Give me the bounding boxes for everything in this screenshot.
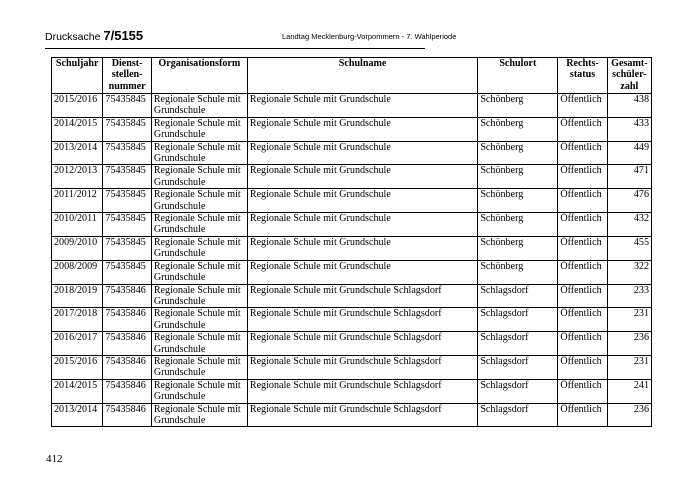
cell-organisationsform: Regionale Schule mit Grundschule [151,308,247,332]
cell-dienststellennummer: 75435845 [103,213,151,237]
page-number: 412 [46,453,63,465]
cell-schuljahr: 2017/2018 [52,308,103,332]
cell-schulname: Regionale Schule mit Grundschule Schlagsdorf [247,403,477,427]
cell-schuljahr: 2015/2016 [52,94,103,118]
cell-rechtsstatus: Öffentlich [558,94,607,118]
cell-rechtsstatus: Öffentlich [558,165,607,189]
cell-schuljahr: 2018/2019 [52,284,103,308]
cell-gesamtschuelerzahl: 438 [607,94,651,118]
cell-organisationsform: Regionale Schule mit Grundschule [151,165,247,189]
table-row [52,141,652,165]
cell-schulname: Regionale Schule mit Grundschule [247,94,477,118]
cell-schulort: Schlagsdorf [478,355,558,379]
table-row [52,236,652,260]
cell-schuljahr: 2015/2016 [52,355,103,379]
cell-schulort: Schlagsdorf [478,284,558,308]
table-header-row [52,58,652,94]
cell-rechtsstatus: Öffentlich [558,403,607,427]
cell-schulname: Regionale Schule mit Grundschule Schlagsdorf [247,284,477,308]
table-row [52,284,652,308]
cell-schuljahr: 2014/2015 [52,117,103,141]
cell-schulname: Regionale Schule mit Grundschule Schlagsdorf [247,332,477,356]
cell-organisationsform: Regionale Schule mit Grundschule [151,403,247,427]
table-row [52,332,652,356]
cell-organisationsform: Regionale Schule mit Grundschule [151,117,247,141]
cell-schuljahr: 2009/2010 [52,236,103,260]
cell-schulname: Regionale Schule mit Grundschule [247,260,477,284]
cell-gesamtschuelerzahl: 476 [607,189,651,213]
cell-dienststellennummer: 75435846 [103,403,151,427]
cell-gesamtschuelerzahl: 433 [607,117,651,141]
cell-gesamtschuelerzahl: 322 [607,260,651,284]
cell-dienststellennummer: 75435846 [103,332,151,356]
cell-schuljahr: 2016/2017 [52,332,103,356]
parliament-label: Landtag Mecklenburg-Vorpommern - 7. Wahlperiode [282,32,457,41]
cell-schulort: Schönberg [478,213,558,237]
table-row [52,403,652,427]
cell-schuljahr: 2008/2009 [52,260,103,284]
cell-dienststellennummer: 75435845 [103,260,151,284]
cell-organisationsform: Regionale Schule mit Grundschule [151,94,247,118]
cell-dienststellennummer: 75435845 [103,165,151,189]
table-row [52,165,652,189]
table-row [52,379,652,403]
cell-organisationsform: Regionale Schule mit Grundschule [151,260,247,284]
cell-dienststellennummer: 75435846 [103,284,151,308]
cell-schulname: Regionale Schule mit Grundschule [247,117,477,141]
cell-schulort: Schönberg [478,94,558,118]
cell-dienststellennummer: 75435846 [103,379,151,403]
cell-rechtsstatus: Öffentlich [558,284,607,308]
cell-rechtsstatus: Öffentlich [558,308,607,332]
table-row [52,355,652,379]
cell-rechtsstatus: Öffentlich [558,379,607,403]
cell-schulort: Schönberg [478,236,558,260]
cell-gesamtschuelerzahl: 236 [607,403,651,427]
school-table [51,57,652,427]
table-row [52,117,652,141]
cell-rechtsstatus: Öffentlich [558,213,607,237]
header-schulort: Schulort [478,58,558,94]
cell-schuljahr: 2011/2012 [52,189,103,213]
table-row [52,308,652,332]
cell-gesamtschuelerzahl: 236 [607,332,651,356]
cell-dienststellennummer: 75435846 [103,355,151,379]
document-label: Drucksache [45,31,101,43]
cell-schuljahr: 2012/2013 [52,165,103,189]
cell-organisationsform: Regionale Schule mit Grundschule [151,141,247,165]
cell-gesamtschuelerzahl: 471 [607,165,651,189]
cell-dienststellennummer: 75435845 [103,236,151,260]
cell-schuljahr: 2010/2011 [52,213,103,237]
cell-rechtsstatus: Öffentlich [558,236,607,260]
cell-schulname: Regionale Schule mit Grundschule [247,213,477,237]
cell-schulort: Schönberg [478,165,558,189]
header-schuljahr: Schuljahr [52,58,103,94]
cell-rechtsstatus: Öffentlich [558,117,607,141]
cell-gesamtschuelerzahl: 432 [607,213,651,237]
cell-gesamtschuelerzahl: 449 [607,141,651,165]
cell-schulname: Regionale Schule mit Grundschule [247,189,477,213]
header-gesamtschuelerzahl: Gesamt-schüler-zahl [607,58,651,94]
cell-schulname: Regionale Schule mit Grundschule Schlagsdorf [247,308,477,332]
cell-rechtsstatus: Öffentlich [558,141,607,165]
cell-schulort: Schönberg [478,117,558,141]
cell-schuljahr: 2013/2014 [52,141,103,165]
cell-rechtsstatus: Öffentlich [558,189,607,213]
cell-schulort: Schlagsdorf [478,379,558,403]
cell-dienststellennummer: 75435846 [103,308,151,332]
cell-schulort: Schlagsdorf [478,403,558,427]
header-rechtsstatus: Rechts-status [558,58,607,94]
cell-dienststellennummer: 75435845 [103,94,151,118]
cell-gesamtschuelerzahl: 241 [607,379,651,403]
cell-rechtsstatus: Öffentlich [558,355,607,379]
table-row [52,189,652,213]
cell-organisationsform: Regionale Schule mit Grundschule [151,355,247,379]
cell-schulort: Schlagsdorf [478,332,558,356]
cell-rechtsstatus: Öffentlich [558,260,607,284]
header-organisationsform: Organisationsform [151,58,247,94]
cell-dienststellennummer: 75435845 [103,141,151,165]
cell-dienststellennummer: 75435845 [103,189,151,213]
cell-schulort: Schlagsdorf [478,308,558,332]
cell-organisationsform: Regionale Schule mit Grundschule [151,213,247,237]
cell-schulname: Regionale Schule mit Grundschule [247,165,477,189]
cell-dienststellennummer: 75435845 [103,117,151,141]
cell-schulname: Regionale Schule mit Grundschule Schlagsdorf [247,379,477,403]
cell-organisationsform: Regionale Schule mit Grundschule [151,332,247,356]
cell-organisationsform: Regionale Schule mit Grundschule [151,379,247,403]
table-row [52,94,652,118]
document-number [45,28,143,43]
header-rule [45,48,425,49]
cell-gesamtschuelerzahl: 231 [607,355,651,379]
cell-schuljahr: 2014/2015 [52,379,103,403]
cell-gesamtschuelerzahl: 231 [607,308,651,332]
cell-rechtsstatus: Öffentlich [558,332,607,356]
cell-schulort: Schönberg [478,141,558,165]
cell-organisationsform: Regionale Schule mit Grundschule [151,236,247,260]
cell-organisationsform: Regionale Schule mit Grundschule [151,189,247,213]
cell-schuljahr: 2013/2014 [52,403,103,427]
table-row [52,260,652,284]
cell-gesamtschuelerzahl: 455 [607,236,651,260]
cell-schulort: Schönberg [478,260,558,284]
cell-schulort: Schönberg [478,189,558,213]
cell-schulname: Regionale Schule mit Grundschule Schlagsdorf [247,355,477,379]
cell-schulname: Regionale Schule mit Grundschule [247,141,477,165]
cell-schulname: Regionale Schule mit Grundschule [247,236,477,260]
document-number-value: 7/5155 [103,28,144,43]
header-schulname: Schulname [247,58,477,94]
cell-organisationsform: Regionale Schule mit Grundschule [151,284,247,308]
cell-gesamtschuelerzahl: 233 [607,284,651,308]
table-row [52,213,652,237]
header-dienststellennummer: Dienst-stellen-nummer [103,58,151,94]
